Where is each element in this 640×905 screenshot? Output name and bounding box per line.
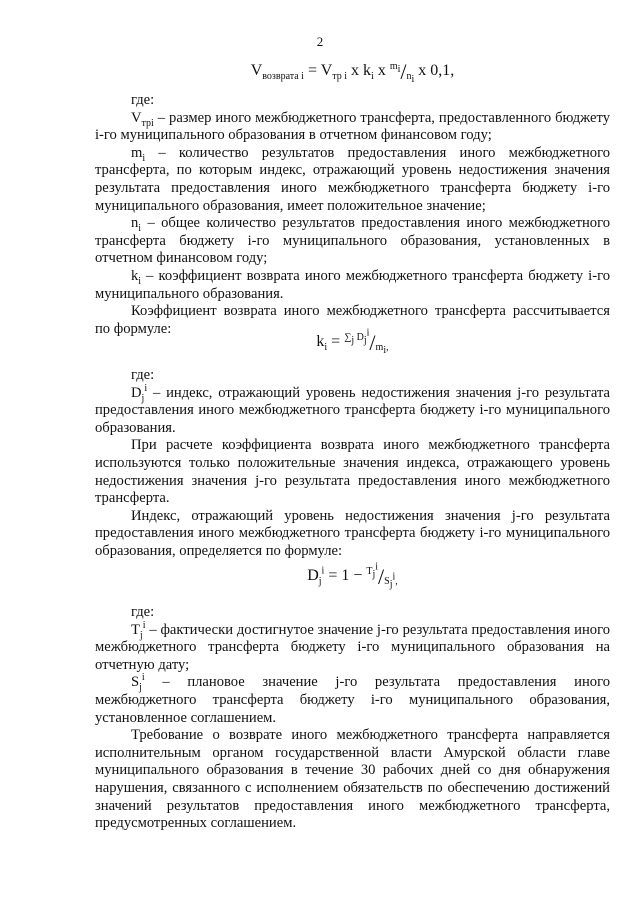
positive-values-note: При расчете коэффициента возврата иного межбюджетного трансферта используются только положительные значения индекса, отражающего уровень недостижения значения j-го результата предоставления иного межбюджетного трансферта. (95, 437, 610, 507)
where-label: где: (131, 92, 155, 108)
definition-tj: $T_j^i$ – фактически достигнутое значение j-го результата предоставления иного межбюджетного трансферта бюджету i-го муниципального образования на отчетную дату; (95, 619, 610, 673)
definition-vtr: $V_{трi}$ – размер иного межбюджетного трансферта, предоставленного бюджету i-го муниципального образования в отчетном финансовом году; (95, 109, 610, 144)
formula-index: $D_j^i = 1 - ^{T_j^i}/_{S_j^i,}$ (307, 561, 398, 591)
return-requirement: Требование о возврате иного межбюджетного трансферта направляется исполнительным органом государственной власти Амурской области главе муниципального образования в течение 30 рабочих дней со дня обнаружения нарушения, связанного с исполнением обязательств по обеспечению достижений значений результатов предоставления иного межбюджетного трансферта, предусмотренных соглашением. (95, 727, 610, 832)
where-label: где: (131, 367, 155, 383)
definition-ni: $n_i$ – общее количество результатов предоставления иного межбюджетного трансферта бюджету i-го муниципального образования, установленных в отчетном финансовом году; (95, 215, 610, 267)
definition-mi: $m_i$ – количество результатов предоставления иного межбюджетного трансферта, по которым индекс, отражающий уровень недостижения значения результата предоставления иного межбюджетного трансферта бюджету i-го муниципального образования, имеет положительное значение; (95, 144, 610, 214)
coefficient-intro: Коэффициент возврата иного межбюджетного трансферта рассчитывается по формуле: (95, 303, 610, 337)
definition-dj: $D_j^i$ – индекс, отражающий уровень недостижения значения j-го результата предоставления иного межбюджетного трансферта бюджету i-го муниципального образования. (95, 382, 610, 436)
formula-coefficient: $k_i = ^{\sum_j D_j^i}/_{m_i,}$ (316, 327, 389, 357)
formula-return-volume: $V_{возврата i} = V_{тр i}$ x $k_i$ x $^{m_i}/_{n_i}$ x 0,1, (250, 59, 455, 86)
definition-sj: $S_j^i$ – плановое значение j-го результата предоставления иного межбюджетного трансферта бюджету i-го муниципального образования, установленное соглашением. (95, 672, 611, 726)
index-intro: Индекс, отражающий уровень недостижения значения j-го результата предоставления иного межбюджетного трансферта бюджету i-го муниципального образования, определяется по формуле: (95, 507, 610, 559)
definition-ki: $k_i$ – коэффициент возврата иного межбюджетного трансферта бюджету i-го муниципального образования. (95, 267, 610, 302)
page-number: 2 (316, 34, 324, 49)
where-label: где: (131, 604, 155, 620)
